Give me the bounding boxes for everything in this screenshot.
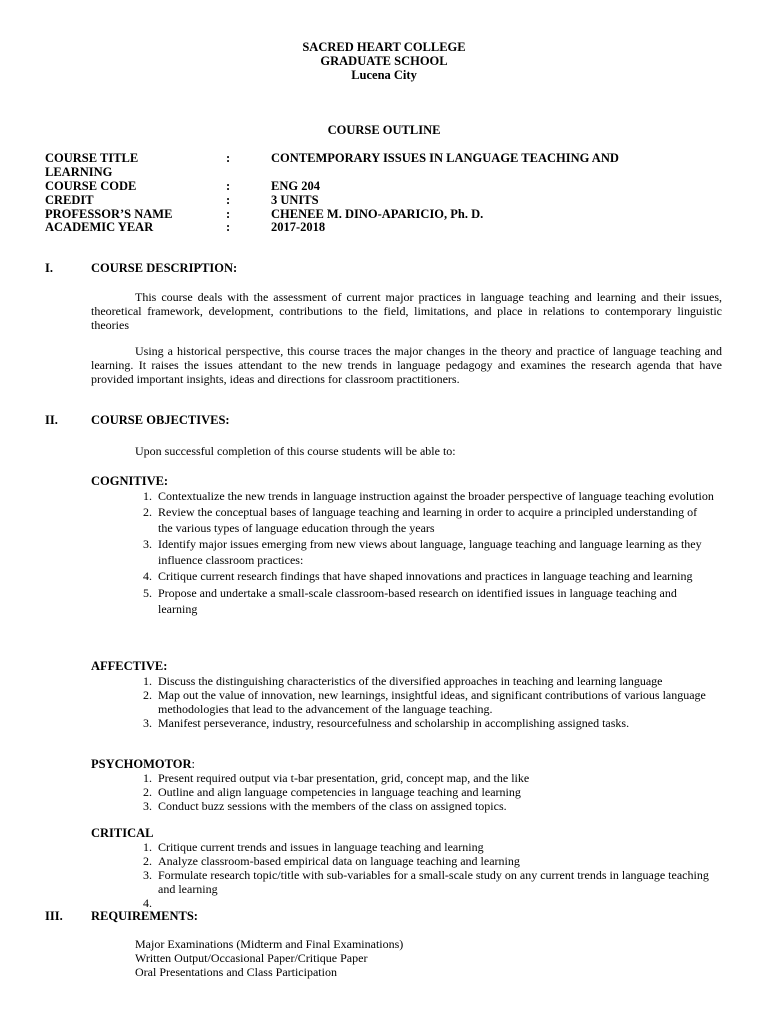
course-title-value: CONTEMPORARY ISSUES IN LANGUAGE TEACHING AND <box>271 151 619 165</box>
list-item: 2. Outline and align language competencies in language teaching and learning <box>143 785 521 799</box>
list-item: 1. Critique current trends and issues in language teaching and learning <box>143 840 484 854</box>
requirement-item: Oral Presentations and Class Participation <box>135 965 337 979</box>
psychomotor-list <box>134 771 714 813</box>
list-item: 4. <box>143 896 152 910</box>
list-item: 4. Critique current research findings that have shaped innovations and practices in language teaching and learning <box>143 569 693 584</box>
list-item: 2. Analyze classroom-based empirical data on language teaching and learning <box>143 854 520 868</box>
credit-value: 3 UNITS <box>271 193 319 207</box>
academic-year-label: ACADEMIC YEAR <box>45 220 154 234</box>
credit-label: CREDIT <box>45 193 94 207</box>
psychomotor-heading: PSYCHOMOTOR: <box>91 757 195 771</box>
list-item: 2. Map out the value of innovation, new learnings, insightful ideas, and significant contributions of various language methodologies that lead to the advancement of the language teaching. <box>143 688 706 716</box>
requirement-item: Major Examinations (Midterm and Final Examinations) <box>135 937 404 951</box>
course-code-value: ENG 204 <box>271 179 320 193</box>
list-item: 2. Review the conceptual bases of language teaching and learning in order to acquire a principled understanding of the various types of language education through the years <box>143 505 698 536</box>
section-title-requirements: REQUIREMENTS: <box>91 909 198 923</box>
list-item: 1. Contextualize the new trends in language instruction against the broader perspective of language teaching evolution <box>143 489 714 503</box>
separator: : <box>226 179 231 193</box>
list-item: 3. Conduct buzz sessions with the members of the class on assigned topics. <box>143 799 507 813</box>
list-item: 1. Present required output via t-bar presentation, grid, concept map, and the like <box>143 771 530 785</box>
separator: : <box>226 193 231 207</box>
separator: : <box>226 151 231 165</box>
school-name: GRADUATE SCHOOL <box>320 54 448 68</box>
critical-heading: CRITICAL <box>91 826 154 840</box>
list-item: 3. Formulate research topic/title with sub-variables for a small-scale study on any current trends in language teaching and learning <box>143 868 709 896</box>
cognitive-list <box>134 489 714 617</box>
section-title-description: COURSE DESCRIPTION: <box>91 261 238 275</box>
separator: : <box>226 220 231 234</box>
list-item: 5. Propose and undertake a small-scale classroom-based research on identified issues in language teaching and learning <box>143 585 677 616</box>
cognitive-heading: COGNITIVE: <box>91 474 169 488</box>
affective-list <box>134 674 714 730</box>
affective-heading: AFFECTIVE: <box>91 659 168 673</box>
course-title-continuation: LEARNING <box>45 165 113 179</box>
list-item: 3. Manifest perseverance, industry, resourcefulness and scholarship in accomplishing assigned tasks. <box>143 716 630 730</box>
requirement-item: Written Output/Occasional Paper/Critique Paper <box>135 951 368 965</box>
professor-label: PROFESSOR’S NAME <box>45 207 173 221</box>
section-number: II. <box>45 413 58 427</box>
document-title: COURSE OUTLINE <box>327 123 441 137</box>
section-title-objectives: COURSE OBJECTIVES: <box>91 413 230 427</box>
description-paragraph-1: This course deals with the assessment of current major practices in language teaching and learning and their issues, theoretical framework, development, contributions to the field, limitations, and place in relations to contemporary linguistic theories <box>91 290 722 333</box>
objectives-intro: Upon successful completion of this course students will be able to: <box>135 444 456 458</box>
professor-value: CHENEE M. DINO-APARICIO, Ph. D. <box>271 207 484 221</box>
critical-list <box>134 840 714 910</box>
description-paragraph-2: Using a historical perspective, this course traces the major changes in the theory and practice of language teaching and learning. It raises the issues attendant to the new trends in language pedagogy and examines the research agenda that have provided important insights, ideas and directions for classroom practitioners. <box>91 344 722 387</box>
college-name: SACRED HEART COLLEGE <box>302 40 466 54</box>
section-number: III. <box>45 909 63 923</box>
course-code-label: COURSE CODE <box>45 179 137 193</box>
course-title-label: COURSE TITLE <box>45 151 139 165</box>
list-item: 1. Discuss the distinguishing characteristics of the diversified approaches in teaching and learning language <box>143 674 663 688</box>
separator: : <box>226 207 231 221</box>
list-item: 3. Identify major issues emerging from new views about language, language teaching and language learning as they influence classroom practices: <box>143 537 702 568</box>
city-name: Lucena City <box>351 68 417 82</box>
academic-year-value: 2017-2018 <box>271 220 326 234</box>
section-number: I. <box>45 261 53 275</box>
